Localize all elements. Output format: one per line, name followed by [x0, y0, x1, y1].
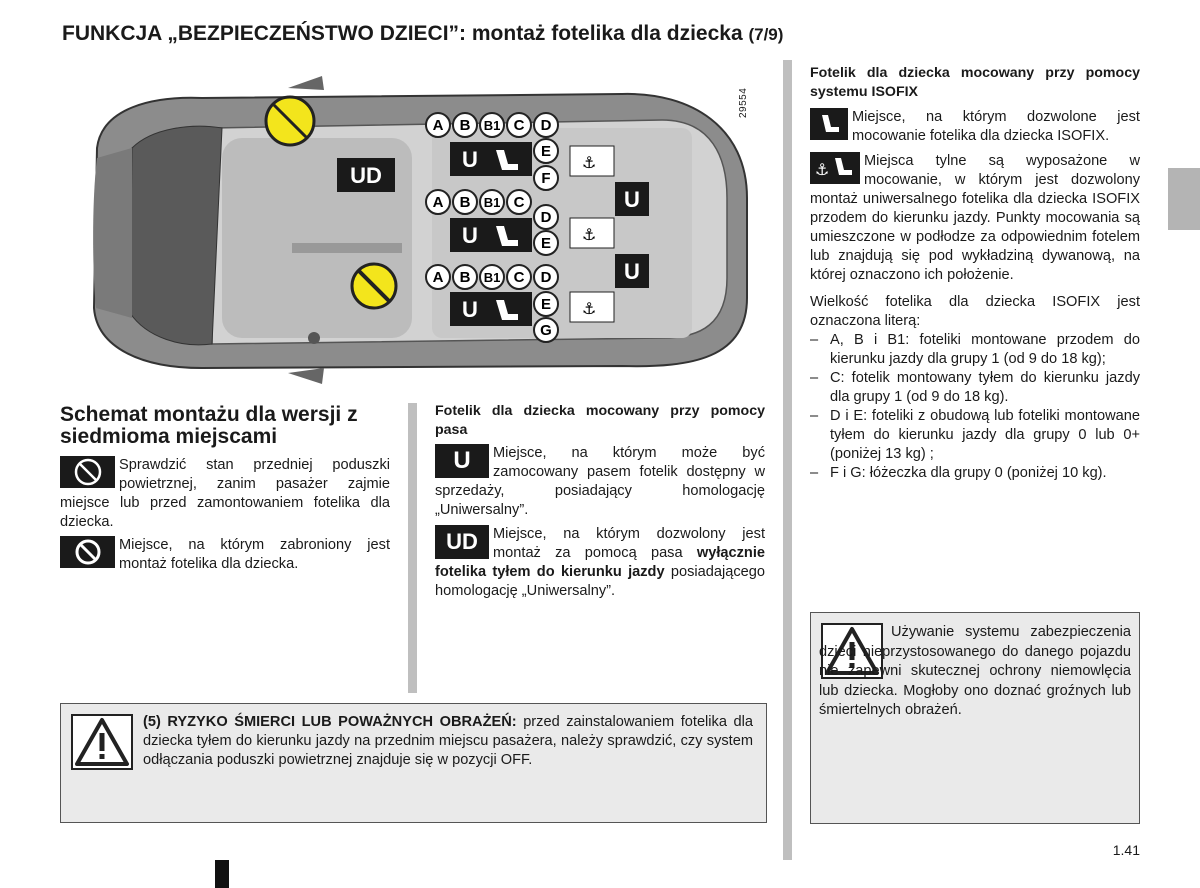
car-seat-diagram [62, 68, 762, 388]
ud-paragraph: UD Miejsce, na którym dozwolony jest montaż za pomocą pasa wyłącznie fotelika tyłem do kierunku jazdy posiadającego homologację „Uniwersalny”. [435, 526, 766, 599]
svg-text:U: U [462, 297, 478, 322]
svg-text:B1: B1 [483, 195, 501, 210]
isofix-anchor-icon-1 [570, 146, 614, 176]
warning-triangle-icon [71, 714, 133, 770]
svg-text:D: D [540, 117, 552, 134]
svg-text:⚓: ⚓ [815, 160, 830, 179]
svg-text:⚓: ⚓ [582, 153, 597, 172]
universal-seat-badge-row3 [450, 292, 532, 326]
page-title: FUNKCJA „BEZPIECZEŃSTWO DZIECI”: montaż fotelika dla dziecka (7/9) [62, 22, 784, 45]
isofix-size-intro: Wielkość fotelika dla dziecka ISOFIX jest oznaczona literą: [810, 294, 1140, 329]
isofix-paragraph: Miejsce, na którym dozwolone jest mocowanie fotelika dla dziecka ISOFIX. [810, 108, 1140, 146]
svg-text:A: A [432, 194, 444, 211]
svg-text:A: A [432, 269, 444, 286]
svg-text:E: E [540, 235, 552, 252]
universal-paragraph: U Miejsce, na którym może być zamocowany pasem fotelik dostępny w sprzedaży, posiadający homologację „Uniwersalny”. [435, 445, 765, 518]
svg-text:U: U [462, 223, 478, 248]
svg-text:B: B [459, 194, 471, 211]
svg-text:⚓: ⚓ [582, 225, 597, 244]
belt-heading: Fotelik dla dziecka mocowany przy pomocy pasa [435, 403, 765, 438]
warning-box-right [810, 612, 1140, 824]
universal-seat-badge-right-2 [615, 254, 649, 288]
airbag-check-paragraph: Sprawdzić stan przedniej poduszki powietrznej, zanim pasażer zajmie miejsce lub przed zamontowaniem fotelika dla dziecka. [60, 457, 390, 530]
isofix-anchor-icon-3 [570, 292, 614, 322]
hood [93, 148, 132, 318]
svg-text:C: C [513, 117, 525, 134]
section-tab [1168, 168, 1200, 230]
svg-text:D: D [540, 209, 552, 226]
svg-text:UD: UD [350, 163, 382, 188]
page-number: 1.41 [1112, 842, 1140, 858]
svg-text:A: A [432, 117, 444, 134]
windshield [130, 126, 222, 345]
svg-text:B: B [459, 117, 471, 134]
ud-icon: UD [435, 525, 489, 559]
universal-seat-badge-row2 [450, 218, 532, 252]
svg-text:B1: B1 [483, 270, 501, 285]
svg-text:C: C [513, 194, 525, 211]
u-icon: U [435, 444, 489, 478]
svg-text:B: B [459, 269, 471, 286]
list-item: – A, B i B1: foteliki montowane przodem do kierunku jazdy dla grupy 1 (od 9 do 18 kg); [810, 331, 1140, 369]
universal-seat-badge-row1 [450, 142, 532, 176]
footer-marker [215, 860, 229, 888]
airbag-check-icon [266, 97, 314, 145]
svg-text:B1: B1 [483, 118, 501, 133]
middle-column [435, 402, 765, 601]
warning-box-bottom [60, 703, 767, 823]
column-divider-right [783, 60, 792, 860]
isofix-heading: Fotelik dla dziecka mocowany przy pomocy systemu ISOFIX [810, 65, 1140, 100]
svg-text:F: F [541, 170, 551, 187]
list-item: – C: fotelik montowany tyłem do kierunku jazdy dla grupy 1 (od 9 do 18 kg). [810, 369, 1140, 407]
isofix-anchor-icon-2 [570, 218, 614, 248]
left-column [60, 404, 390, 574]
svg-text:⚓: ⚓ [582, 299, 597, 318]
prohibited-paragraph: Miejsce, na którym zabroniony jest montaż fotelika dla dziecka. [60, 536, 390, 574]
isofix-rear-paragraph: ⚓ Miejsca tylne są wyposażone w mocowanie, w którym jest dozwolony montaż uniwersalnego fotelika dla dziecka ISOFIX przodem do kierunku jazdy. Punkty mocowania są umieszczone w podłodze za odpowiednim fotelem lub znajdują się pod wykładziną dywanową, na której oznaczono ich położenie. [810, 153, 1140, 283]
universal-seat-badge-right-1 [615, 182, 649, 216]
warning-right-text: Używanie systemu zabezpieczenia dzieci nieprzystosowanego do danego pojazdu nie zapewni skutecznej ochrony niemowlęcia lub dziecka. Mogłoby ono doznać groźnych lub śmiertelnych obrażeń. [819, 624, 1131, 718]
isofix-size-list [810, 331, 1140, 483]
column-divider [408, 403, 417, 693]
isofix-anchor-icon [810, 152, 860, 184]
right-column [810, 64, 1140, 483]
section-heading: Schemat montażu dla wersji z siedmioma miejscami [60, 403, 358, 448]
list-item: – D i E: foteliki z obudową lub foteliki montowane tyłem do kierunku jazdy dla grupy 0 lub 0+ (poniżej 13 kg) ; [810, 407, 1140, 464]
svg-text:U: U [624, 259, 640, 284]
list-item: – F i G: łóżeczka dla grupy 0 (poniżej 10 kg). [810, 464, 1140, 483]
svg-text:U: U [624, 187, 640, 212]
svg-text:E: E [540, 296, 552, 313]
svg-text:E: E [540, 143, 552, 160]
svg-text:D: D [540, 269, 552, 286]
prohibited-icon [60, 536, 115, 568]
ud-seat-label [337, 158, 395, 192]
airbag-off-icon [60, 456, 115, 488]
svg-text:G: G [540, 322, 552, 339]
isofix-seat-icon [810, 108, 848, 140]
warning-bottom-text: (5) RYZYKO ŚMIERCI LUB POWAŻNYCH OBRAŻEŃ: przed zainstalowaniem fotelika dla dziecka tyłem do kierunku jazdy na przednim miejscu pasażera, należy sprawdzić, czy system odłączania poduszki powietrznej znajduje się w pozycji OFF. [143, 714, 753, 768]
figure-code: 29554 [738, 87, 749, 118]
svg-text:C: C [513, 269, 525, 286]
prohibited-seat-icon [352, 264, 396, 308]
svg-text:U: U [462, 147, 478, 172]
